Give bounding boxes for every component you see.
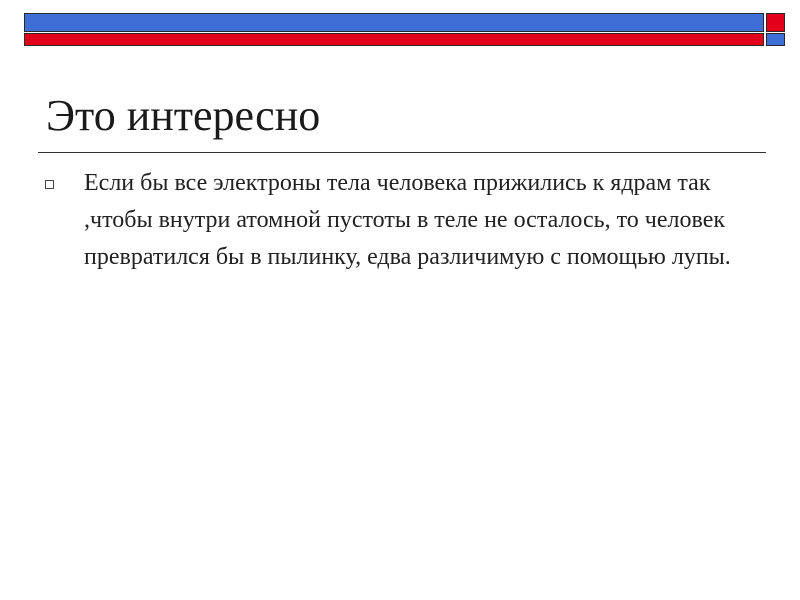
- header-blue-bar: [24, 13, 764, 32]
- title-divider: [38, 152, 766, 153]
- slide-title: Это интересно: [46, 91, 321, 140]
- hollow-square-icon: [45, 180, 54, 189]
- bullet-list: [40, 165, 760, 276]
- bullet-text: Если бы все электроны тела человека прижились к ядрам так ,чтобы внутри атомной пустоты в теле не осталось, то человек превратился бы в пылинку, едва различимую с помощью лупы.: [84, 170, 731, 270]
- bullet-item: [40, 165, 760, 276]
- header-blue-square: [766, 33, 785, 46]
- header-red-square: [766, 13, 785, 32]
- header-red-bar: [24, 33, 764, 46]
